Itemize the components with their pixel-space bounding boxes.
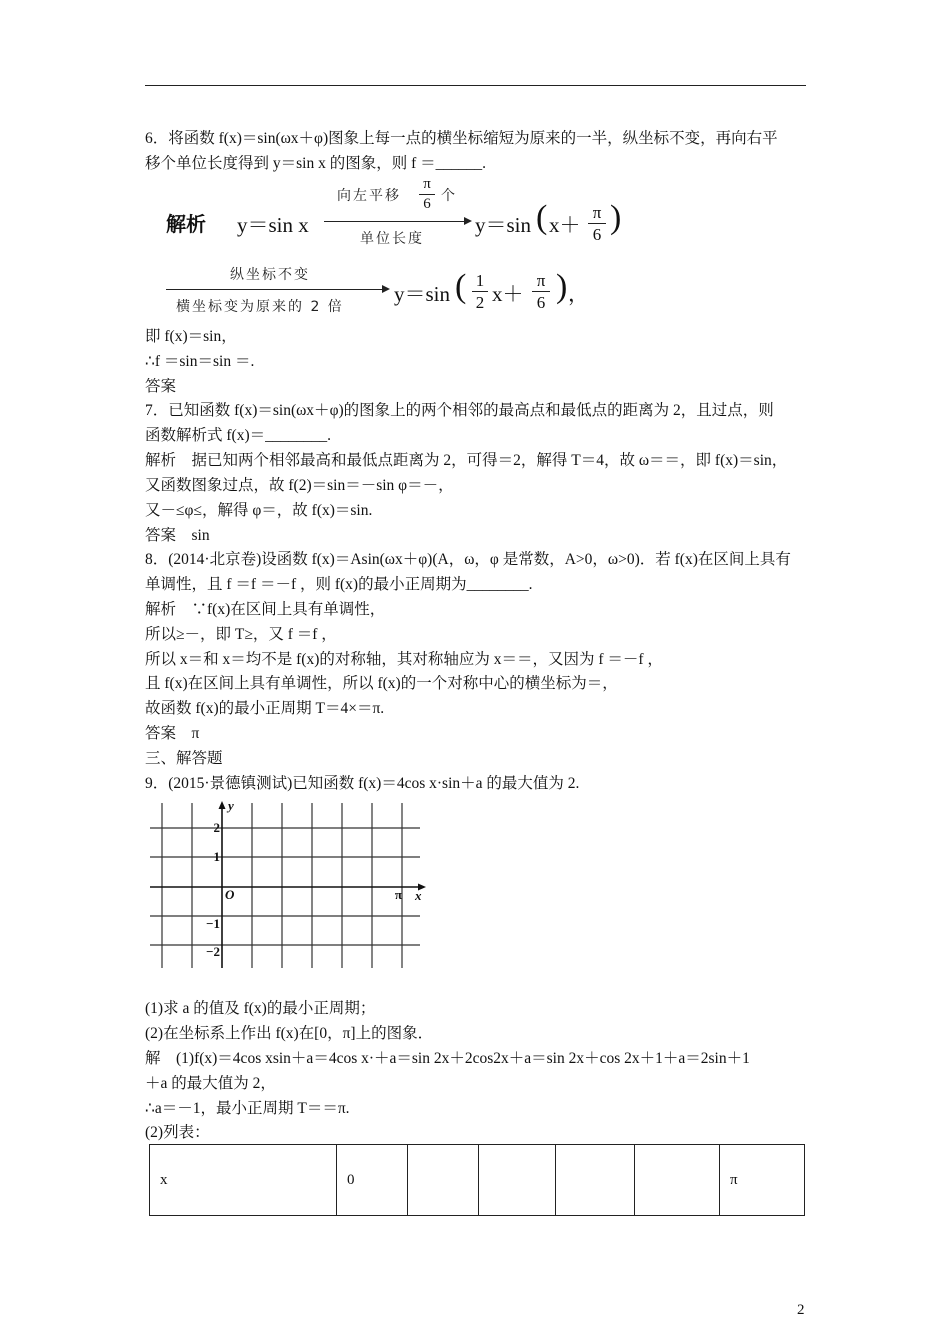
q8-line-2: 单调性，且 f ＝f ＝－f ，则 f(x)的最小正周期为________.: [145, 576, 533, 593]
q9-part2: (2)在坐标系上作出 f(x)在[0，π]上的图象．: [145, 1025, 434, 1042]
table-cell: x: [150, 1145, 337, 1216]
table-cell: [479, 1145, 556, 1216]
formula-y-sinx: y＝sin x: [237, 213, 309, 237]
formula-fraction-half: [472, 271, 488, 312]
table-cell: [408, 1145, 479, 1216]
q8-analysis-3: 所以 x＝和 x＝均不是 f(x)的对称轴，其对称轴应为 x＝＝，又因为 f ＝－f ，: [145, 651, 663, 668]
formula-y-sin-3: y＝sin: [394, 282, 451, 306]
section-heading: 三、解答题: [145, 750, 223, 767]
value-table: [149, 1144, 805, 1216]
x-axis-label: x: [415, 888, 422, 903]
formula-fraction-1: [588, 203, 606, 244]
paren-close-2: ): [556, 268, 568, 305]
q6-text-1: 即 f(x)＝sin，: [145, 328, 237, 345]
formula-comma: ，: [568, 282, 589, 306]
table-cell: [635, 1145, 720, 1216]
arrow1-top-text: 向左平移: [337, 188, 401, 204]
tick-label-2: 2: [213, 820, 220, 835]
q7-answer: 答案 sin: [145, 527, 210, 544]
frac-bar: [472, 291, 488, 292]
q9-solution-2: ＋a 的最大值为 2，: [145, 1075, 276, 1092]
q8-analysis-2: 所以≥－，即 T≥，又 f ＝f ，: [145, 626, 337, 643]
q9-solution-1: 解 (1)f(x)＝4cos xsin＋a＝4cos x·＋a＝sin 2x＋2cos2x＋a＝sin 2x＋cos 2x＋1＋a＝2sin＋1: [145, 1050, 750, 1067]
tick-label-pi: π: [394, 887, 402, 902]
frac-numerator: π: [423, 176, 431, 192]
q6-text-2: ∴f ＝sin＝sin ＝.: [145, 353, 255, 370]
q9-part1: (1)求 a 的值及 f(x)的最小正周期；: [145, 1000, 376, 1017]
origin-label: O: [225, 887, 235, 902]
frac-denominator: 6: [536, 293, 546, 312]
axes: [150, 806, 420, 968]
q7-line-1: 7．已知函数 f(x)＝sin(ωx＋φ)的图象上的两个相邻的最高点和最低点的距离为 2，且过点，则: [145, 402, 774, 419]
paren-open-1: (: [536, 199, 548, 236]
formula-fraction-2: [532, 271, 550, 312]
q7-line-2: 函数解析式 f(x)＝________.: [145, 427, 331, 444]
arrow1-top-suffix: 个: [441, 188, 457, 204]
frac-bar: [532, 291, 550, 292]
formula-y-sin-2: y＝sin: [475, 213, 532, 237]
q8-analysis-1: 解析 ∵f(x)在区间上具有单调性，: [145, 601, 386, 618]
q6-line-2: 移个单位长度得到 y＝sin x 的图象，则 f ＝______.: [145, 155, 487, 172]
q9-line-1: 9．(2015·景德镇测试)已知函数 f(x)＝4cos x·sin＋a 的最大值为 2.: [145, 775, 580, 792]
q6-line-1: 6．将函数 f(x)＝sin(ωx＋φ)图象上每一点的横坐标缩短为原来的一半，纵坐标不变，再向右平: [145, 130, 778, 147]
table-row: [150, 1145, 805, 1216]
tick-label-neg2: −2: [206, 944, 220, 959]
arrow2-bottom-text: 横坐标变为原来的 2 倍: [176, 299, 344, 315]
q8-analysis-4: 且 f(x)在区间上具有单调性，所以 f(x)的一个对称中心的横坐标为＝，: [145, 675, 618, 692]
frac-denominator: 6: [423, 196, 431, 212]
tick-label-neg1: −1: [206, 916, 220, 931]
q7-analysis-3: 又－≤φ≤，解得 φ＝，故 f(x)＝sin.: [145, 502, 373, 519]
frac-numerator: 1: [475, 271, 485, 290]
table-cell: [556, 1145, 635, 1216]
q8-answer: 答案 π: [145, 725, 200, 742]
q7-analysis-2: 又函数图象过点，故 f(2)＝sin＝－sin φ＝－，: [145, 477, 454, 494]
y-axis-label: y: [228, 800, 234, 813]
solution-label: 解析: [166, 212, 206, 236]
q9-table-caption: (2)列表：: [145, 1124, 210, 1141]
q8-analysis-5: 故函数 f(x)的最小正周期 T＝4×＝π.: [145, 700, 385, 717]
tick-label-1: 1: [213, 849, 220, 864]
q6-answer: 答案: [145, 378, 177, 395]
formula-x-plus-2: x＋: [492, 282, 524, 306]
arrow2-top-text: 纵坐标不变: [230, 267, 310, 283]
grid-lines: [150, 803, 420, 968]
y-axis-arrow-icon: [219, 801, 226, 809]
arrow1-fraction: [419, 176, 435, 213]
paren-close-1: ): [610, 199, 622, 236]
arrow1-bottom-text: 单位长度: [360, 231, 424, 247]
table-cell: 0: [337, 1145, 408, 1216]
q8-line-1: 8．(2014·北京卷)设函数 f(x)＝Asin(ωx＋φ)(A，ω，φ 是常数，A>0，ω>0)．若 f(x)在区间上具有: [145, 551, 791, 568]
frac-bar: [588, 223, 606, 224]
frac-denominator: 6: [592, 225, 602, 244]
frac-denominator: 2: [475, 293, 485, 312]
paren-open-2: (: [455, 268, 467, 305]
q7-analysis-1: 解析 据已知两个相邻最高和最低点距离为 2，可得＝2，解得 T＝4，故 ω＝＝，即 f(x)＝sin，: [145, 452, 788, 469]
frac-numerator: π: [536, 271, 546, 290]
frac-numerator: π: [592, 203, 602, 222]
page-number: 2: [797, 1302, 805, 1318]
table-cell: π: [720, 1145, 805, 1216]
q9-solution-3: ∴a＝－1，最小正周期 T＝＝π.: [145, 1100, 350, 1117]
arrow-1: [324, 221, 470, 222]
coordinate-grid: [145, 800, 430, 972]
header-rule: [145, 85, 806, 86]
formula-x-plus: x＋: [549, 213, 581, 237]
frac-bar: [419, 194, 435, 195]
arrow-2: [166, 289, 388, 290]
